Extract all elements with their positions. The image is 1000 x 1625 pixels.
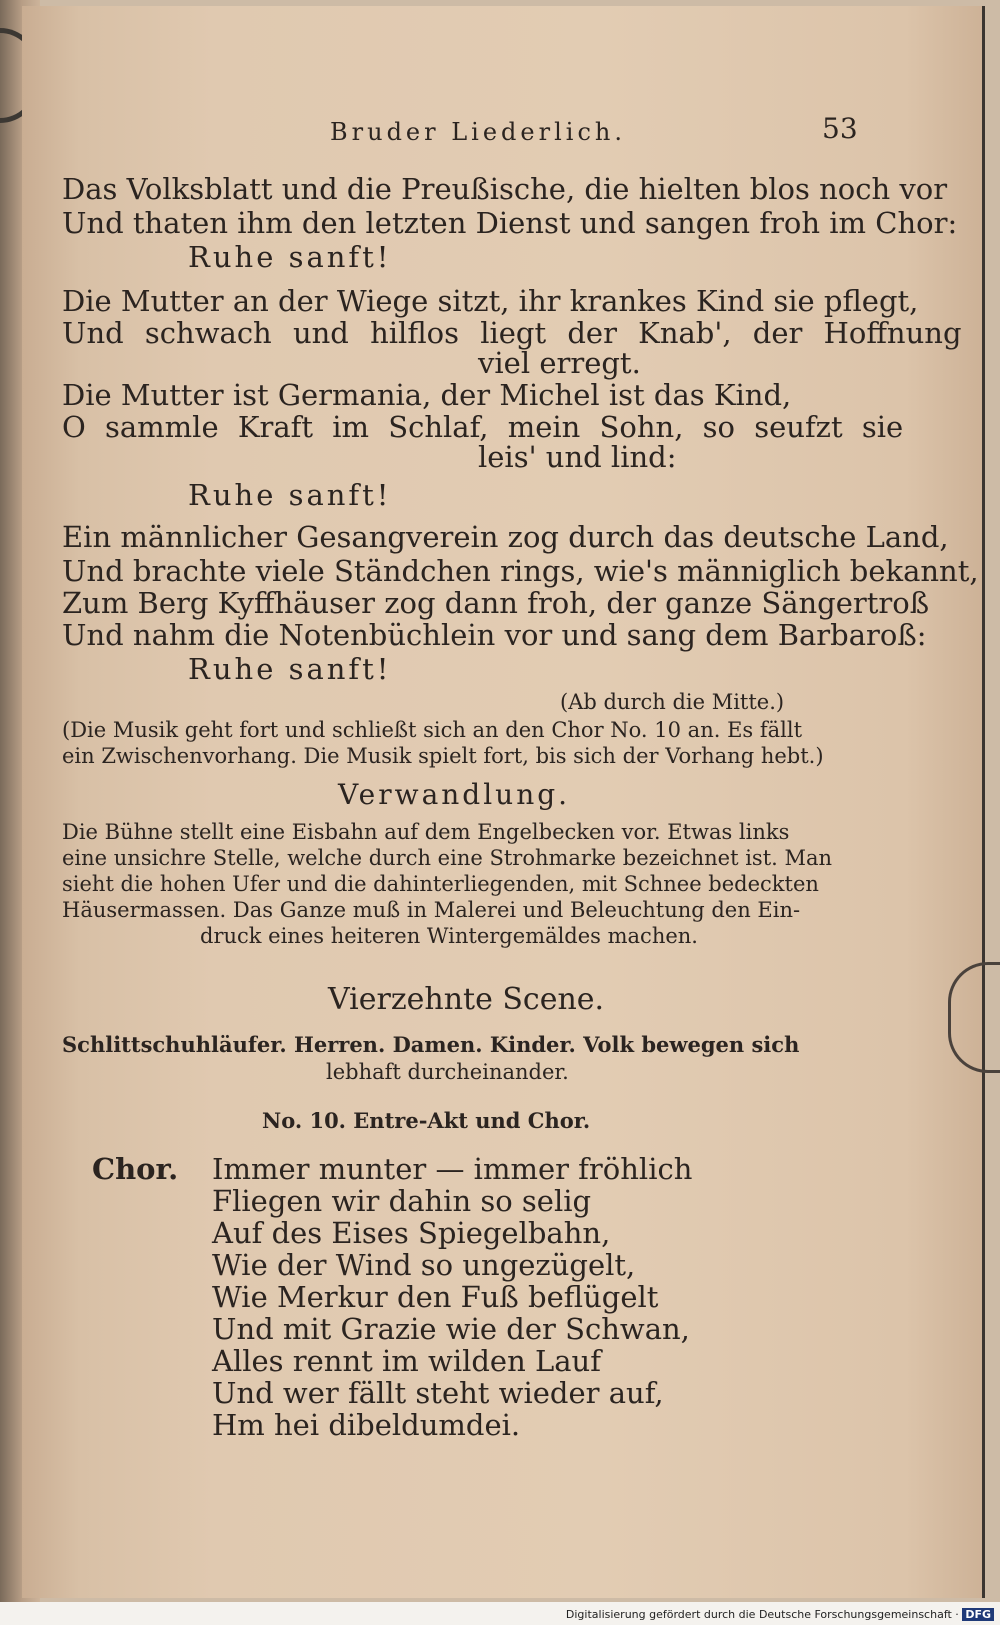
refrain: Ruhe sanft! xyxy=(188,478,392,512)
verse-line: Die Mutter ist Germania, der Michel ist das Kind, xyxy=(62,378,792,412)
chorus-line: Und wer fällt steht wieder auf, xyxy=(212,1376,664,1410)
transformation-line: Häusermassen. Das Ganze muß in Malerei und Beleuchtung den Ein- xyxy=(62,898,801,922)
transformation-line: druck eines heiteren Wintergemäldes machen. xyxy=(200,924,698,948)
chorus-line: Immer munter — immer fröhlich xyxy=(212,1152,693,1186)
verse-line: Und schwach und hilflos liegt der Knab', der Hoffnung xyxy=(62,316,962,350)
verse-line: O sammle Kraft im Schlaf, mein Sohn, so seufzt sie xyxy=(62,410,904,444)
transformation-line: eine unsichre Stelle, welche durch eine Strohmarke bezeichnet ist. Man xyxy=(62,846,833,870)
refrain: Ruhe sanft! xyxy=(188,652,392,686)
chorus-line: Und mit Grazie wie der Schwan, xyxy=(212,1312,690,1346)
transformation-line: Die Bühne stellt eine Eisbahn auf dem Engelbecken vor. Etwas links xyxy=(62,820,790,844)
verse-line: leis' und lind: xyxy=(478,440,677,474)
verse-line: Und thaten ihm den letzten Dienst und sangen froh im Chor: xyxy=(62,206,958,240)
verse-line: Zum Berg Kyffhäuser zog dann froh, der ganze Sängertroß xyxy=(62,586,930,620)
page-clip xyxy=(948,962,1000,1073)
chorus-line: Wie der Wind so ungezügelt, xyxy=(212,1248,636,1282)
chorus-line: Alles rennt im wilden Lauf xyxy=(212,1344,601,1378)
speaker-label: Chor. xyxy=(92,1152,179,1186)
chorus-line: Fliegen wir dahin so selig xyxy=(212,1184,592,1218)
footer-text: Digitalisierung gefördert durch die Deutsche Forschungsgemeinschaft · xyxy=(565,1608,959,1621)
verse-line: Die Mutter an der Wiege sitzt, ihr krankes Kind sie pflegt, xyxy=(62,284,919,318)
digitization-footer xyxy=(566,1608,994,1621)
verse-line: Ein männlicher Gesangverein zog durch das deutsche Land, xyxy=(62,520,949,554)
verse-line: Das Volksblatt und die Preußische, die hielten blos noch vor xyxy=(62,172,948,206)
scene-cast: lebhaft durcheinander. xyxy=(326,1060,569,1084)
dfg-logo: DFG xyxy=(962,1608,994,1621)
stage-direction-line: (Die Musik geht fort und schließt sich an den Chor No. 10 an. Es fällt xyxy=(62,718,803,742)
page-number: 53 xyxy=(822,112,858,145)
verse-line: viel erregt. xyxy=(478,346,641,380)
chorus-line: Auf des Eises Spiegelbahn, xyxy=(212,1216,611,1250)
chorus-line: Hm hei dibeldumdei. xyxy=(212,1408,521,1442)
number-title: No. 10. Entre-Akt und Chor. xyxy=(262,1108,591,1133)
verse-line: Und nahm die Notenbüchlein vor und sang dem Barbaroß: xyxy=(62,618,927,652)
transformation-line: sieht die hohen Ufer und die dahinterliegenden, mit Schnee bedeckten xyxy=(62,872,819,896)
chorus-line: Wie Merkur den Fuß beflügelt xyxy=(212,1280,659,1314)
scene-title: Vierzehnte Scene. xyxy=(328,982,605,1017)
scene-cast: Schlittschuhläufer. Herren. Damen. Kinder. Volk bewegen sich xyxy=(62,1032,800,1057)
verse-line: Und brachte viele Ständchen rings, wie's männiglich bekannt, xyxy=(62,554,979,588)
transformation-title: Verwandlung. xyxy=(338,778,571,811)
refrain: Ruhe sanft! xyxy=(188,240,392,274)
running-title: Bruder Liederlich. xyxy=(330,118,626,146)
exit-direction: (Ab durch die Mitte.) xyxy=(560,690,785,714)
stage-direction-line: ein Zwischenvorhang. Die Musik spielt fort, bis sich der Vorhang hebt.) xyxy=(62,744,824,768)
